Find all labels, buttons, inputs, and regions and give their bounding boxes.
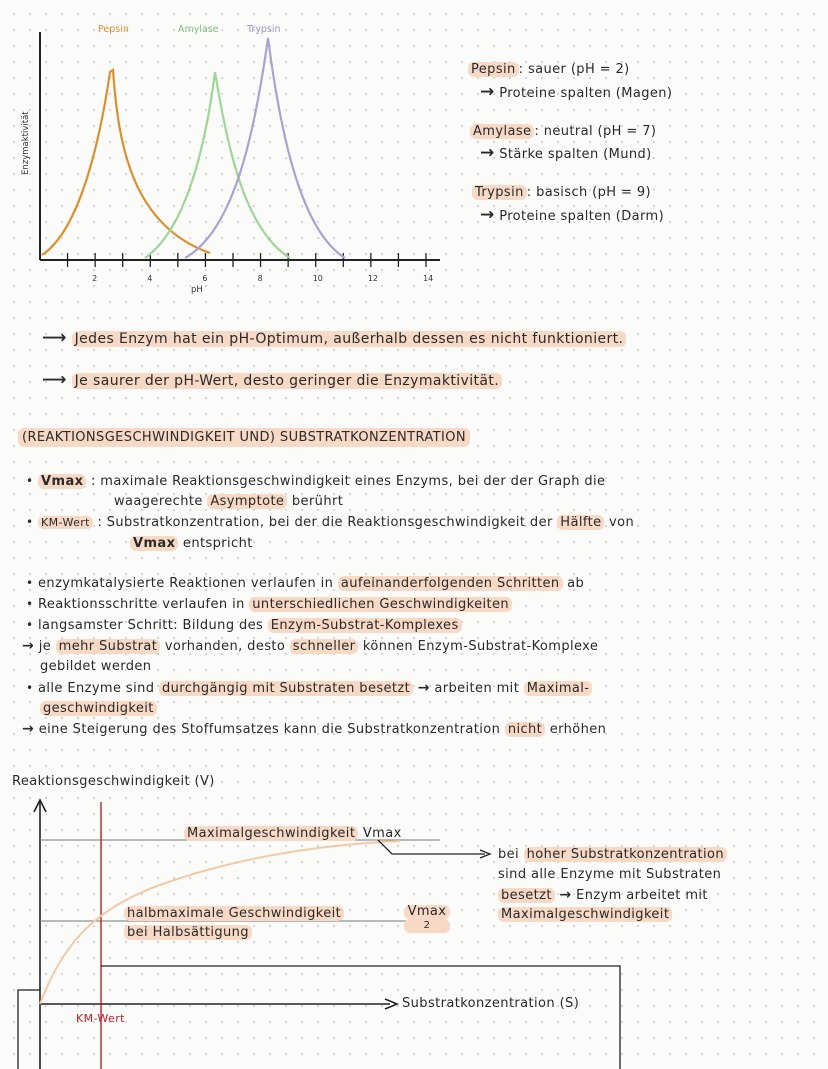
vmax-annotation: Maximalgeschwindigkeit Vmax xyxy=(184,826,402,841)
mm-y-label: Reaktionsgeschwindigkeit (V) xyxy=(12,774,215,789)
term-km: KM-Wert xyxy=(38,516,93,529)
step-5-cont: geschwindigkeit xyxy=(40,701,157,716)
bullet: • xyxy=(26,515,34,529)
bullet: • xyxy=(26,597,34,611)
arrow-icon: → xyxy=(417,680,430,696)
ph-tick-label: 12 xyxy=(367,274,379,283)
side-note-line2: sind alle Enzyme mit Substraten xyxy=(498,867,722,882)
note-pepsin-detail: → Proteine spalten (Magen) xyxy=(480,82,673,102)
def-km-line2: Vmax entspricht xyxy=(130,536,253,551)
ph-y-label: Enzymaktivität xyxy=(21,111,31,175)
arrow-icon: ⟶ xyxy=(42,328,67,348)
arrow-icon: → xyxy=(22,721,35,737)
def-km-line1: • KM-Wert : Substratkonzentration, bei der die Reaktionsgeschwindigkeit der Hälfte von xyxy=(26,515,635,530)
side-note-line4: Maximalgeschwindigkeit xyxy=(498,907,672,922)
bullet: • xyxy=(26,681,34,695)
pepsin-curve xyxy=(42,70,210,255)
bullet: • xyxy=(26,576,34,590)
note-amylase: Amylase : neutral (pH = 7) xyxy=(470,124,656,139)
half-annotation-line2: bei Halbsättigung xyxy=(124,925,252,940)
note-pepsin: Pepsin : sauer (pH = 2) xyxy=(468,62,630,77)
step-3: • langsamster Schritt: Bildung des Enzym-Substrat-Komplexes xyxy=(26,618,462,633)
step-5: • alle Enzyme sind durchgängig mit Substraten besetzt → arbeiten mit Maximal- xyxy=(26,680,592,696)
trypsin-curve xyxy=(185,38,345,258)
legend-trypsin: Trypsin xyxy=(247,24,281,35)
legend-pepsin: Pepsin xyxy=(98,24,129,35)
arrow-icon: → xyxy=(480,205,495,225)
arrow-icon: → xyxy=(559,887,572,903)
mm-curve xyxy=(40,841,400,1004)
enzyme-name: Amylase xyxy=(470,124,534,139)
legend-amylase: Amylase xyxy=(178,24,219,35)
note-trypsin: Trypsin : basisch (pH = 9) xyxy=(472,185,651,200)
enzyme-name: Pepsin xyxy=(468,62,519,77)
ph-tick-label: 2 xyxy=(92,274,98,283)
arrow-icon: ⟶ xyxy=(42,370,67,390)
ph-tick-label: 8 xyxy=(257,274,263,283)
statement-2: ⟶ Je saurer der pH-Wert, desto geringer die Enzymaktivität. xyxy=(42,370,502,390)
bullet: • xyxy=(26,618,34,632)
enzyme-name: Trypsin xyxy=(472,185,527,200)
bullet: • xyxy=(26,474,34,488)
half-vmax-fraction: Vmax 2 xyxy=(404,905,450,933)
note-amylase-detail: → Stärke spalten (Mund) xyxy=(480,143,652,163)
arrow-icon: → xyxy=(480,143,495,163)
def-vmax-line1: • Vmax : maximale Reaktionsgeschwindigkeit eines Enzyms, bei der der Graph die xyxy=(26,474,606,489)
step-4: → je mehr Substrat vorhanden, desto schneller können Enzym-Substrat-Komplexe xyxy=(22,638,599,654)
note-trypsin-detail: → Proteine spalten (Darm) xyxy=(480,205,665,225)
ph-tick-label: 10 xyxy=(312,274,323,283)
section-title: (REAKTIONSGESCHWINDIGKEIT UND) SUBSTRATKONZENTRATION xyxy=(18,430,470,445)
arrow-icon: → xyxy=(22,638,35,654)
half-annotation-line1: halbmaximale Geschwindigkeit xyxy=(124,906,344,921)
ph-tick-label: 14 xyxy=(423,274,434,283)
def-vmax-line2: waagerechte Asymptote berührt xyxy=(114,494,344,509)
mm-x-label: Substratkonzentration (S) xyxy=(402,996,580,1011)
step-6: → eine Steigerung des Stoffumsatzes kann die Substratkonzentration nicht erhöhen xyxy=(22,721,607,737)
step-1: • enzymkatalysierte Reaktionen verlaufen in aufeinanderfolgenden Schritten ab xyxy=(26,576,585,591)
step-2: • Reaktionsschritte verlaufen in unterschiedlichen Geschwindigkeiten xyxy=(26,597,512,612)
side-note-line3: besetzt → Enzym arbeitet mit xyxy=(498,887,708,903)
step-4-cont: gebildet werden xyxy=(40,659,152,674)
arrow-icon: → xyxy=(480,82,495,102)
side-note-line1: bei hoher Substratkonzentration xyxy=(498,847,727,862)
statement-1: ⟶ Jedes Enzym hat ein pH-Optimum, außerhalb dessen es nicht funktioniert. xyxy=(42,328,626,348)
ph-x-label: pH xyxy=(191,285,203,295)
km-label: KM-Wert xyxy=(76,1012,125,1025)
ph-chart xyxy=(0,0,460,300)
amylase-curve xyxy=(145,72,290,258)
ph-tick-label: 6 xyxy=(202,274,208,283)
term-vmax: Vmax xyxy=(38,474,86,489)
ph-tick-label: 4 xyxy=(147,274,153,283)
